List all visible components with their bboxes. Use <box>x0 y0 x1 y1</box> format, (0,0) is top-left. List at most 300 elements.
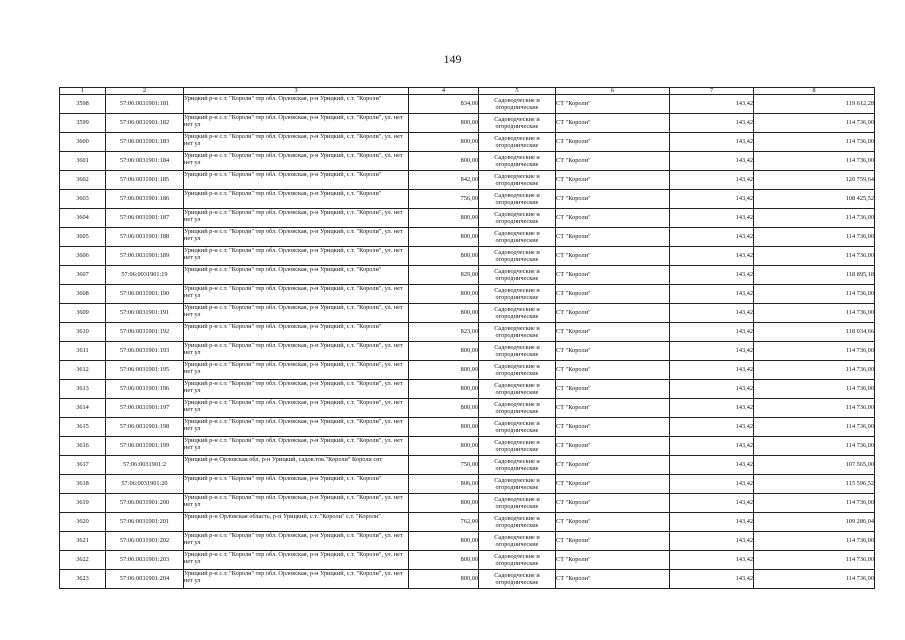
address: Урицкий р-н с.т. "Короли" тер обл. Орловская, р-н Урицкий, с.т. "Короли", ул. нет нет ул <box>184 342 403 357</box>
cadastral-number: 57:06:0031901:201 <box>119 518 170 526</box>
land-use-type: Садоводческие и огороднические <box>494 552 540 567</box>
specific-value-cell <box>670 285 754 304</box>
table-row <box>60 551 875 570</box>
specific-value: 143,42 <box>735 347 753 355</box>
address-cell <box>184 361 409 380</box>
row-number: 3615 <box>76 423 89 431</box>
cadastral-value-cell <box>754 456 875 475</box>
cadastral-value: 114 736,00 <box>845 366 874 374</box>
organization: СТ "Короли" <box>556 556 591 564</box>
address-cell <box>184 513 409 532</box>
address: Урицкий р-н с.т. "Короли" тер обл. Орловская, р-н Урицкий, с.т. "Короли" <box>184 266 382 273</box>
address-cell <box>184 342 409 361</box>
row-number-cell <box>60 456 106 475</box>
cadastral-number-cell <box>106 152 184 171</box>
row-number: 3614 <box>76 404 89 412</box>
row-number: 3621 <box>76 537 89 545</box>
address-cell <box>184 399 409 418</box>
specific-value: 143,42 <box>735 442 753 450</box>
cadastral-value: 114 736,00 <box>845 404 874 412</box>
area: 800,00 <box>460 366 478 374</box>
area: 800,00 <box>460 290 478 298</box>
address-cell <box>184 228 409 247</box>
specific-value: 143,42 <box>735 138 753 146</box>
cadastral-number-cell <box>106 323 184 342</box>
area-cell <box>409 342 479 361</box>
address: Урицкий р-н с.т. "Короли" тер обл. Орловская, р-н Урицкий, с.т. "Короли", ул. нет нет ул <box>184 247 403 262</box>
organization-cell <box>556 209 670 228</box>
area: 800,00 <box>460 385 478 393</box>
cadastral-number-cell <box>106 247 184 266</box>
cadastral-value: 118 034,66 <box>845 328 874 336</box>
area-cell <box>409 418 479 437</box>
specific-value-cell <box>670 266 754 285</box>
area: 800,00 <box>460 347 478 355</box>
row-number-cell <box>60 247 106 266</box>
row-number-cell <box>60 171 106 190</box>
area-cell <box>409 323 479 342</box>
cadastral-number-cell <box>106 190 184 209</box>
row-number: 3600 <box>76 138 89 146</box>
specific-value: 143,42 <box>735 499 753 507</box>
organization: СТ "Короли" <box>556 252 591 260</box>
specific-value-cell <box>670 437 754 456</box>
land-registry-table <box>59 87 875 589</box>
row-number-cell <box>60 95 106 114</box>
address: Урицкий р-н Орловская область, р-н Урицкий, с.т. "Короли" с.т. "Короли" <box>184 513 381 520</box>
area: 800,00 <box>460 442 478 450</box>
address-cell <box>184 494 409 513</box>
area: 762,00 <box>460 518 478 526</box>
land-use-type: Садоводческие и огороднические <box>494 305 540 320</box>
organization-cell <box>556 133 670 152</box>
cadastral-value-cell <box>754 513 875 532</box>
row-number: 3603 <box>76 195 89 203</box>
cadastral-value: 114 736,00 <box>845 537 874 545</box>
organization: СТ "Короли" <box>556 157 591 165</box>
land-use-type: Садоводческие и огороднические <box>494 324 540 339</box>
cadastral-value: 114 736,00 <box>845 499 874 507</box>
table-row <box>60 304 875 323</box>
table-row <box>60 209 875 228</box>
cadastral-value-cell <box>754 133 875 152</box>
cadastral-value: 114 736,00 <box>845 442 874 450</box>
cadastral-value: 109 286,04 <box>845 518 874 526</box>
table-row <box>60 114 875 133</box>
cadastral-number-cell <box>106 304 184 323</box>
organization: СТ "Короли" <box>556 366 591 374</box>
address-cell <box>184 456 409 475</box>
organization-cell <box>556 266 670 285</box>
land-use-type: Садоводческие и огороднические <box>494 210 540 225</box>
area-cell <box>409 114 479 133</box>
row-number-cell <box>60 513 106 532</box>
organization: СТ "Короли" <box>556 138 591 146</box>
cadastral-number: 57:06:0031901:196 <box>119 385 170 393</box>
land-use-type: Садоводческие и огороднические <box>494 343 540 358</box>
area-cell <box>409 456 479 475</box>
cadastral-value-cell <box>754 285 875 304</box>
cadastral-number: 57:06:0031901:188 <box>119 233 170 241</box>
row-number-cell <box>60 532 106 551</box>
table-row <box>60 133 875 152</box>
specific-value: 143,42 <box>735 518 753 526</box>
specific-value: 143,42 <box>735 366 753 374</box>
area-cell <box>409 266 479 285</box>
address-cell <box>184 209 409 228</box>
column-number-row <box>60 88 875 95</box>
area-cell <box>409 228 479 247</box>
organization-cell <box>556 418 670 437</box>
row-number: 3611 <box>76 347 89 355</box>
cadastral-number-cell <box>106 171 184 190</box>
organization: СТ "Короли" <box>556 328 591 336</box>
cadastral-value-cell <box>754 475 875 494</box>
table-row <box>60 399 875 418</box>
area: 800,00 <box>460 537 478 545</box>
address: Урицкий р-н с.т. "Короли" тер обл. Орловская, р-н Урицкий, с.т. "Короли", ул. нет нет ул <box>184 209 403 224</box>
table-row <box>60 228 875 247</box>
area: 800,00 <box>460 157 478 165</box>
row-number-cell <box>60 418 106 437</box>
organization-cell <box>556 304 670 323</box>
cadastral-number: 57:06:0031901:193 <box>119 347 170 355</box>
area-cell <box>409 399 479 418</box>
column-number: 2 <box>106 88 184 95</box>
cadastral-number: 57:06:0031901:203 <box>119 556 170 564</box>
specific-value-cell <box>670 551 754 570</box>
area-cell <box>409 285 479 304</box>
area-cell <box>409 152 479 171</box>
row-number: 3617 <box>76 461 89 469</box>
cadastral-number: 57:06:0031901:181 <box>119 100 170 108</box>
land-use-type-cell <box>479 152 556 171</box>
cadastral-number: 57:06:0031901:182 <box>119 119 170 127</box>
organization: СТ "Короли" <box>556 214 591 222</box>
land-use-type: Садоводческие и огороднические <box>494 381 540 396</box>
land-use-type-cell <box>479 513 556 532</box>
organization-cell <box>556 475 670 494</box>
cadastral-value-cell <box>754 399 875 418</box>
row-number: 3601 <box>76 157 89 165</box>
land-use-type: Садоводческие и огороднические <box>494 153 540 168</box>
address: Урицкий р-н с.т. "Короли" тер обл. Орловская, р-н Урицкий, с.т. "Короли", ул. нет нет ул <box>184 114 403 129</box>
land-use-type-cell <box>479 266 556 285</box>
row-number: 3607 <box>76 271 89 279</box>
cadastral-value: 119 612,28 <box>845 100 874 108</box>
table-row <box>60 380 875 399</box>
cadastral-value: 118 895,18 <box>845 271 874 279</box>
cadastral-value-cell <box>754 361 875 380</box>
land-use-type-cell <box>479 304 556 323</box>
land-use-type: Садоводческие и огороднические <box>494 400 540 415</box>
land-use-type: Садоводческие и огороднические <box>494 115 540 130</box>
cadastral-number: 57:06:0031901:199 <box>119 442 170 450</box>
land-use-type: Садоводческие и огороднические <box>494 286 540 301</box>
land-use-type-cell <box>479 380 556 399</box>
row-number: 3598 <box>76 100 89 108</box>
table-row <box>60 513 875 532</box>
organization-cell <box>556 361 670 380</box>
specific-value: 143,42 <box>735 328 753 336</box>
area-cell <box>409 95 479 114</box>
organization-cell <box>556 171 670 190</box>
land-use-type-cell <box>479 570 556 589</box>
area-cell <box>409 304 479 323</box>
cadastral-value: 114 736,00 <box>845 347 874 355</box>
cadastral-value: 114 736,00 <box>845 290 874 298</box>
organization-cell <box>556 247 670 266</box>
row-number-cell <box>60 114 106 133</box>
land-use-type-cell <box>479 361 556 380</box>
specific-value: 143,42 <box>735 195 753 203</box>
specific-value-cell <box>670 133 754 152</box>
cadastral-value: 114 736,00 <box>845 214 874 222</box>
specific-value-cell <box>670 380 754 399</box>
land-use-type: Садоводческие и огороднические <box>494 476 540 491</box>
cadastral-value-cell <box>754 494 875 513</box>
specific-value-cell <box>670 418 754 437</box>
cadastral-number: 57:06:0031901:195 <box>119 366 170 374</box>
area: 829,00 <box>460 271 478 279</box>
address-cell <box>184 152 409 171</box>
row-number-cell <box>60 399 106 418</box>
land-use-type-cell <box>479 323 556 342</box>
cadastral-number-cell <box>106 399 184 418</box>
specific-value-cell <box>670 171 754 190</box>
land-use-type-cell <box>479 95 556 114</box>
land-use-type-cell <box>479 171 556 190</box>
specific-value: 143,42 <box>735 537 753 545</box>
row-number: 3623 <box>76 575 89 583</box>
cadastral-value: 114 736,00 <box>845 556 874 564</box>
specific-value: 143,42 <box>735 385 753 393</box>
land-use-type-cell <box>479 209 556 228</box>
row-number: 3606 <box>76 252 89 260</box>
cadastral-number-cell <box>106 494 184 513</box>
row-number: 3622 <box>76 556 89 564</box>
organization: СТ "Короли" <box>556 404 591 412</box>
cadastral-value: 115 596,52 <box>845 480 874 488</box>
table-row <box>60 418 875 437</box>
land-use-type-cell <box>479 285 556 304</box>
land-use-type: Садоводческие и огороднические <box>494 172 540 187</box>
row-number-cell <box>60 323 106 342</box>
specific-value-cell <box>670 95 754 114</box>
cadastral-number: 57:06:0031901:198 <box>119 423 170 431</box>
address-cell <box>184 114 409 133</box>
cadastral-number-cell <box>106 570 184 589</box>
organization: СТ "Короли" <box>556 575 591 583</box>
cadastral-number: 57:06:0031901:187 <box>119 214 170 222</box>
organization-cell <box>556 380 670 399</box>
address: Урицкий р-н Орловская обл, р-н Урицкий, садов.тов."Короли" Короли снт <box>184 456 383 463</box>
address-cell <box>184 95 409 114</box>
cadastral-number-cell <box>106 95 184 114</box>
cadastral-value-cell <box>754 342 875 361</box>
cadastral-value-cell <box>754 323 875 342</box>
table-row <box>60 152 875 171</box>
address-cell <box>184 171 409 190</box>
cadastral-value-cell <box>754 304 875 323</box>
row-number: 3605 <box>76 233 89 241</box>
cadastral-number-cell <box>106 532 184 551</box>
area-cell <box>409 437 479 456</box>
row-number-cell <box>60 380 106 399</box>
table-row <box>60 247 875 266</box>
area: 800,00 <box>460 404 478 412</box>
cadastral-number: 57:06:0031901:191 <box>119 309 170 317</box>
area: 800,00 <box>460 138 478 146</box>
cadastral-value-cell <box>754 228 875 247</box>
cadastral-value: 114 736,00 <box>845 138 874 146</box>
row-number: 3616 <box>76 442 89 450</box>
organization-cell <box>556 570 670 589</box>
area: 800,00 <box>460 119 478 127</box>
organization: СТ "Короли" <box>556 385 591 393</box>
row-number: 3610 <box>76 328 89 336</box>
column-number: 7 <box>670 88 754 95</box>
cadastral-value: 120 759,64 <box>845 176 874 184</box>
cadastral-number: 57:06:0031901:200 <box>119 499 170 507</box>
organization-cell <box>556 342 670 361</box>
organization: СТ "Короли" <box>556 233 591 241</box>
cadastral-number: 57:06:0031901:2 <box>122 461 167 469</box>
cadastral-value-cell <box>754 152 875 171</box>
specific-value: 143,42 <box>735 290 753 298</box>
specific-value-cell <box>670 152 754 171</box>
cadastral-number: 57:06:0031901:197 <box>119 404 170 412</box>
organization: СТ "Короли" <box>556 347 591 355</box>
land-use-type-cell <box>479 551 556 570</box>
land-use-type: Садоводческие и огороднические <box>494 533 540 548</box>
area-cell <box>409 190 479 209</box>
organization-cell <box>556 513 670 532</box>
column-number: 3 <box>184 88 409 95</box>
area-cell <box>409 532 479 551</box>
area-cell <box>409 551 479 570</box>
organization: СТ "Короли" <box>556 442 591 450</box>
land-use-type: Садоводческие и огороднические <box>494 267 540 282</box>
specific-value-cell <box>670 228 754 247</box>
area-cell <box>409 171 479 190</box>
address-cell <box>184 532 409 551</box>
cadastral-value: 114 736,00 <box>845 233 874 241</box>
specific-value: 143,42 <box>735 461 753 469</box>
land-use-type-cell <box>479 418 556 437</box>
address: Урицкий р-н с.т. "Короли" тер обл. Орловская, р-н Урицкий, с.т. "Короли", ул. нет нет ул <box>184 570 403 585</box>
cadastral-number: 57:06:0031901:190 <box>119 290 170 298</box>
land-use-type: Садоводческие и огороднические <box>494 229 540 244</box>
address: Урицкий р-н с.т. "Короли" тер обл. Орловская, р-н Урицкий, с.т. "Короли", ул. нет нет ул <box>184 304 403 319</box>
cadastral-number: 57:06:0031901:192 <box>119 328 170 336</box>
cadastral-value-cell <box>754 95 875 114</box>
cadastral-value-cell <box>754 532 875 551</box>
cadastral-value: 114 736,00 <box>845 385 874 393</box>
column-number: 8 <box>754 88 875 95</box>
organization: СТ "Короли" <box>556 100 591 108</box>
cadastral-number-cell <box>106 551 184 570</box>
organization: СТ "Короли" <box>556 480 591 488</box>
column-number: 6 <box>556 88 670 95</box>
cadastral-value-cell <box>754 209 875 228</box>
table-row <box>60 532 875 551</box>
column-number: 5 <box>479 88 556 95</box>
land-use-type: Садоводческие и огороднические <box>494 495 540 510</box>
row-number: 3604 <box>76 214 89 222</box>
cadastral-value: 114 736,00 <box>845 119 874 127</box>
row-number-cell <box>60 209 106 228</box>
organization-cell <box>556 456 670 475</box>
table-row <box>60 494 875 513</box>
land-use-type-cell <box>479 247 556 266</box>
address: Урицкий р-н с.т. "Короли" тер обл. Орловская, р-н Урицкий, с.т. "Короли", ул. нет нет ул <box>184 494 403 509</box>
organization-cell <box>556 399 670 418</box>
area: 800,00 <box>460 423 478 431</box>
row-number-cell <box>60 570 106 589</box>
area-cell <box>409 361 479 380</box>
organization-cell <box>556 437 670 456</box>
organization-cell <box>556 551 670 570</box>
cadastral-value-cell <box>754 551 875 570</box>
cadastral-number-cell <box>106 285 184 304</box>
specific-value-cell <box>670 532 754 551</box>
table-row <box>60 323 875 342</box>
specific-value: 143,42 <box>735 309 753 317</box>
row-number-cell <box>60 475 106 494</box>
cadastral-number-cell <box>106 475 184 494</box>
specific-value: 143,42 <box>735 480 753 488</box>
address-cell <box>184 570 409 589</box>
land-use-type: Садоводческие и огороднические <box>494 438 540 453</box>
organization: СТ "Короли" <box>556 271 591 279</box>
row-number: 3609 <box>76 309 89 317</box>
address: Урицкий р-н с.т. "Короли" тер обл. Орловская, р-н Урицкий, с.т. "Короли", ул. нет нет ул <box>184 152 403 167</box>
land-use-type: Садоводческие и огороднические <box>494 248 540 263</box>
row-number: 3608 <box>76 290 89 298</box>
organization-cell <box>556 152 670 171</box>
row-number: 3619 <box>76 499 89 507</box>
address: Урицкий р-н с.т. "Короли" тер обл. Орловская, р-н Урицкий, с.т. "Короли", ул. нет нет ул <box>184 532 403 547</box>
row-number: 3599 <box>76 119 89 127</box>
cadastral-value-cell <box>754 418 875 437</box>
land-use-type-cell <box>479 228 556 247</box>
cadastral-number-cell <box>106 342 184 361</box>
cadastral-number: 57:06:0031901:204 <box>119 575 170 583</box>
cadastral-value: 114 736,00 <box>845 575 874 583</box>
address-cell <box>184 133 409 152</box>
row-number-cell <box>60 228 106 247</box>
specific-value: 143,42 <box>735 119 753 127</box>
cadastral-value: 107 565,00 <box>845 461 874 469</box>
organization-cell <box>556 323 670 342</box>
specific-value-cell <box>670 304 754 323</box>
area-cell <box>409 570 479 589</box>
column-number: 4 <box>409 88 479 95</box>
specific-value-cell <box>670 475 754 494</box>
address-cell <box>184 380 409 399</box>
cadastral-number-cell <box>106 266 184 285</box>
row-number-cell <box>60 266 106 285</box>
table-row <box>60 570 875 589</box>
organization: СТ "Короли" <box>556 499 591 507</box>
land-use-type: Садоводческие и огороднические <box>494 134 540 149</box>
address-cell <box>184 285 409 304</box>
cadastral-value: 114 736,00 <box>845 309 874 317</box>
area-cell <box>409 513 479 532</box>
row-number-cell <box>60 152 106 171</box>
specific-value: 143,42 <box>735 252 753 260</box>
